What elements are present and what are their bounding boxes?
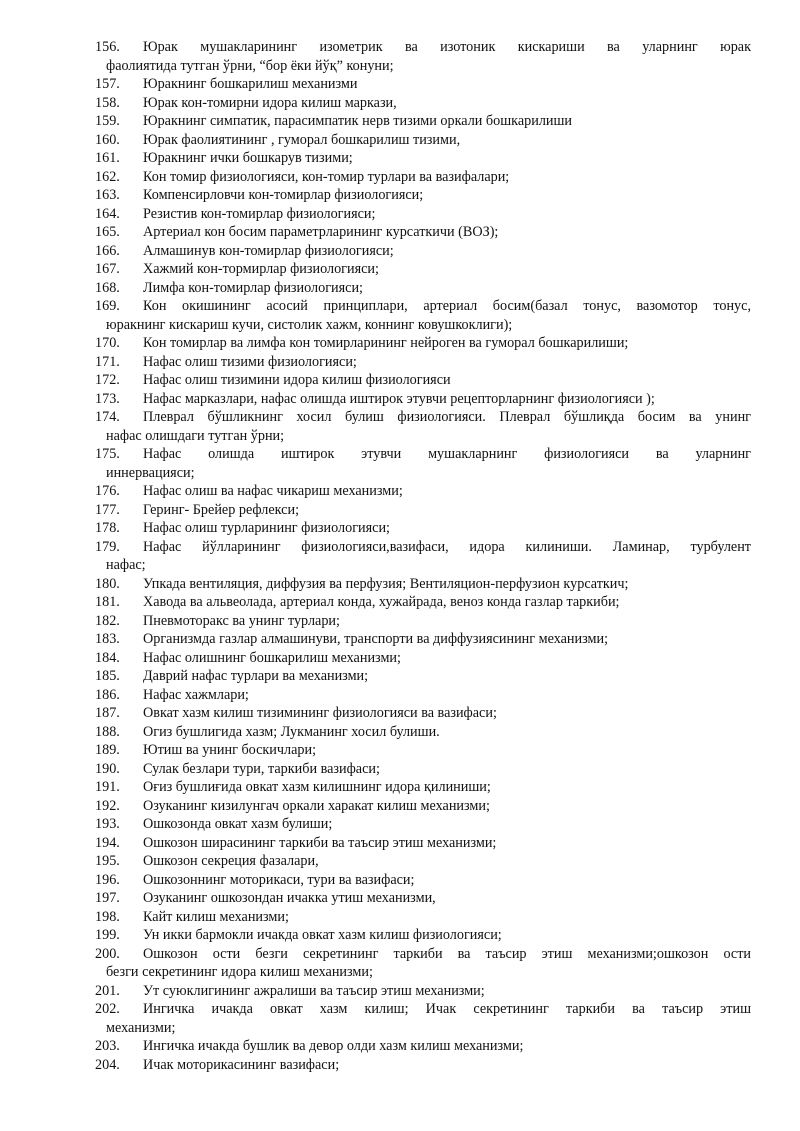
item-number: 186. <box>95 686 120 703</box>
item-number: 157. <box>95 76 120 92</box>
list-item <box>95 279 751 298</box>
item-text: Ютиш ва унинг боскичлари; <box>143 742 317 758</box>
list-item <box>95 390 751 409</box>
item-number: 173. <box>95 390 120 407</box>
list-item <box>95 667 751 686</box>
item-text: Ун икки бармокли ичакда овкат хазм килиш физиологияси; <box>143 927 502 943</box>
list-item <box>95 1056 751 1075</box>
item-number: 171. <box>95 353 120 370</box>
item-text-continuation: иннервацияси; <box>106 464 195 481</box>
item-text: Озуканинг кизилунгач оркали харакат килиш механизми; <box>143 797 490 814</box>
list-item <box>95 131 751 150</box>
list-item <box>95 112 751 131</box>
item-text: Юракнинг ички бошкарув тизими; <box>143 150 353 166</box>
item-text: Юрак кон-томирни идора килиш маркази, <box>143 94 397 111</box>
list-item <box>95 94 751 113</box>
item-text: Ошкозон секреция фазалари, <box>143 853 319 869</box>
item-number: 164. <box>95 205 120 222</box>
item-text: Нафас марказлари, нафас олишда иштирок этувчи рецепторларнинг физиологияси ); <box>143 390 655 407</box>
item-number: 189. <box>95 742 120 758</box>
item-text-continuation: нафас олишдаги тутган ўрни; <box>106 427 285 444</box>
item-number: 175. <box>95 446 120 462</box>
item-text: Ингичка ичакда бушлик ва девор олди хазм килиш механизми; <box>143 1038 524 1054</box>
item-text: Артериал кон босим параметрларининг курсаткичи (ВОЗ); <box>143 224 499 240</box>
item-text: Резистив кон-томирлар физиологияси; <box>143 205 376 222</box>
item-number: 163. <box>95 187 120 203</box>
item-text: Плеврал бўшликнинг хосил булиш физиологияси. Плеврал бўшлиқда босим ва унинг <box>143 409 751 425</box>
item-text: Нафас олишда иштирок этувчи мушакларнинг физиологияси ва уларнинг <box>143 446 751 462</box>
item-number: 176. <box>95 483 120 499</box>
list-item <box>95 926 751 945</box>
item-number: 158. <box>95 94 120 111</box>
list-item <box>95 149 751 168</box>
list-item <box>95 982 751 1001</box>
item-text: Юрак мушакларининг изометрик ва изотоник кискариши ва уларнинг юрак <box>143 39 751 55</box>
item-text: Озуканинг ошкозондан ичакка утиш механизми, <box>143 890 436 906</box>
item-number: 199. <box>95 927 120 943</box>
item-text: Юрак фаолиятининг , гуморал бошкарилиш тизими, <box>143 131 461 148</box>
item-text: Хажмий кон-тормирлар физиологияси; <box>143 261 379 277</box>
list-item <box>95 686 751 705</box>
item-text: Хавода ва альвеолада, артериал конда, хужайрада, веноз конда газлар таркиби; <box>143 594 620 610</box>
list-item <box>95 168 751 187</box>
list-item <box>95 408 751 445</box>
list-item <box>95 186 751 205</box>
item-number: 198. <box>95 908 120 925</box>
list-item <box>95 1037 751 1056</box>
list-item <box>95 760 751 779</box>
item-text: Нафас олиш тизими физиологияси; <box>143 353 357 370</box>
list-item <box>95 260 751 279</box>
list-item <box>95 334 751 353</box>
list-item <box>95 871 751 890</box>
item-text: Ошкозон ости безги секретининг таркиби ва таъсир этиш механизми;ошкозон ости <box>143 945 751 962</box>
list-item <box>95 575 751 594</box>
item-text: Нафас йўлларининг физиологияси,вазифаси, идора килиниши. Ламинар, турбулент <box>143 538 751 555</box>
list-item <box>95 723 751 742</box>
item-number: 202. <box>95 1001 120 1017</box>
item-text: Кон томирлар ва лимфа кон томирларининг нейроген ва гуморал бошкарилиши; <box>143 335 629 351</box>
list-item <box>95 704 751 723</box>
list-item <box>95 482 751 501</box>
item-text: Геринг- Брейер рефлекси; <box>143 501 300 518</box>
item-number: 192. <box>95 797 120 814</box>
list-item <box>95 593 751 612</box>
list-item <box>95 852 751 871</box>
list-item <box>95 741 751 760</box>
item-number: 172. <box>95 372 120 388</box>
list-item <box>95 38 751 75</box>
question-list <box>95 38 751 1074</box>
item-number: 203. <box>95 1038 120 1054</box>
item-number: 174. <box>95 409 120 425</box>
item-text: Овкат хазм килиш тизимининг физиологияси ва вазифаси; <box>143 705 497 721</box>
list-item <box>95 612 751 631</box>
item-text-continuation: нафас; <box>106 557 146 573</box>
item-number: 180. <box>95 575 120 592</box>
item-number: 187. <box>95 705 120 721</box>
item-number: 165. <box>95 224 120 240</box>
item-text: Кон окишининг асосий принциплари, артериал босим(базал тонус, вазомотор тонус, <box>143 298 751 314</box>
item-number: 160. <box>95 131 120 148</box>
item-text: Нафас олиш ва нафас чикариш механизми; <box>143 483 403 499</box>
item-text: Юракнинг бошкарилиш механизми <box>143 76 358 92</box>
item-text-continuation: механизми; <box>106 1019 176 1036</box>
list-item <box>95 371 751 390</box>
item-number: 156. <box>95 39 120 55</box>
item-number: 194. <box>95 834 120 851</box>
item-number: 182. <box>95 612 120 629</box>
item-number: 190. <box>95 760 120 777</box>
item-text: Даврий нафас турлари ва механизми; <box>143 668 369 684</box>
item-number: 183. <box>95 631 120 647</box>
list-item <box>95 908 751 927</box>
item-text: Ут суюклигининг ажралиши ва таъсир этиш механизми; <box>143 982 485 999</box>
item-number: 196. <box>95 871 120 888</box>
list-item <box>95 297 751 334</box>
item-text: Нафас хажмлари; <box>143 686 249 703</box>
item-number: 195. <box>95 853 120 869</box>
item-text: Кайт килиш механизми; <box>143 908 289 925</box>
list-item <box>95 445 751 482</box>
list-item <box>95 630 751 649</box>
item-text: Компенсирловчи кон-томирлар физиологияси; <box>143 187 424 203</box>
item-number: 167. <box>95 261 120 277</box>
item-text-continuation: фаолиятида тутган ўрни, “бор ёки йўқ” конуни; <box>106 57 394 74</box>
item-text: Оғиз бушлиғида овкат хазм килишнинг идора қилиниши; <box>143 779 491 795</box>
list-item <box>95 501 751 520</box>
item-number: 200. <box>95 945 120 962</box>
list-item <box>95 75 751 94</box>
item-number: 193. <box>95 816 120 832</box>
list-item <box>95 815 751 834</box>
list-item <box>95 889 751 908</box>
item-text: Организмда газлар алмашинуви, транспорти ва диффузиясининг механизми; <box>143 631 609 647</box>
item-number: 170. <box>95 335 120 351</box>
item-text: Ингичка ичакда овкат хазм килиш; Ичак секретининг таркиби ва таъсир этиш <box>143 1001 751 1017</box>
list-item <box>95 945 751 982</box>
item-text-continuation: юракнинг кискариш кучи, систолик хажм, коннинг ковушкоклиги); <box>106 316 513 333</box>
item-text: Нафас олиш тизимини идора килиш физиологияси <box>143 372 451 388</box>
item-number: 185. <box>95 668 120 684</box>
item-number: 169. <box>95 298 120 314</box>
item-text: Лимфа кон-томирлар физиологияси; <box>143 279 363 296</box>
item-number: 161. <box>95 150 120 166</box>
list-item <box>95 649 751 668</box>
item-number: 178. <box>95 520 120 536</box>
item-number: 162. <box>95 168 120 185</box>
item-number: 188. <box>95 723 120 740</box>
item-text: Ошкозон ширасининг таркиби ва таъсир этиш механизми; <box>143 834 497 851</box>
list-item <box>95 205 751 224</box>
list-item <box>95 1000 751 1037</box>
list-item <box>95 223 751 242</box>
item-text: Сулак безлари тури, таркиби вазифаси; <box>143 760 380 777</box>
list-item <box>95 538 751 575</box>
item-number: 184. <box>95 649 120 666</box>
item-text: Ошкозонда овкат хазм булиши; <box>143 816 333 832</box>
item-number: 181. <box>95 594 120 610</box>
item-number: 168. <box>95 279 120 296</box>
item-text: Алмашинув кон-томирлар физиологияси; <box>143 242 394 259</box>
item-text: Нафас олишнинг бошкарилиш механизми; <box>143 649 401 666</box>
list-item <box>95 834 751 853</box>
list-item <box>95 797 751 816</box>
item-number: 204. <box>95 1056 120 1073</box>
list-item <box>95 778 751 797</box>
item-text: Кон томир физиологияси, кон-томир турлари ва вазифалари; <box>143 168 510 185</box>
item-number: 177. <box>95 501 120 518</box>
item-text: Ошкозоннинг моторикаси, тури ва вазифаси; <box>143 871 415 888</box>
item-number: 201. <box>95 982 120 999</box>
item-text: Юракнинг симпатик, парасимпатик нерв тизими оркали бошкарилиши <box>143 113 573 129</box>
list-item <box>95 242 751 261</box>
item-number: 159. <box>95 113 120 129</box>
item-text: Упкада вентиляция, диффузия ва перфузия; Вентиляцион-перфузион курсаткич; <box>143 575 629 592</box>
list-item <box>95 519 751 538</box>
list-item <box>95 353 751 372</box>
item-number: 197. <box>95 890 120 906</box>
item-text: Пневмоторакс ва унинг турлари; <box>143 612 340 629</box>
item-number: 191. <box>95 779 120 795</box>
item-text: Ичак моторикасининг вазифаси; <box>143 1056 340 1073</box>
item-text: Огиз бушлигида хазм; Лукманинг хосил булиши. <box>143 723 440 740</box>
item-text-continuation: безги секретининг идора килиш механизми; <box>106 964 373 980</box>
item-number: 166. <box>95 242 120 259</box>
item-number: 179. <box>95 538 120 555</box>
item-text: Нафас олиш турларининг физиологияси; <box>143 520 390 536</box>
